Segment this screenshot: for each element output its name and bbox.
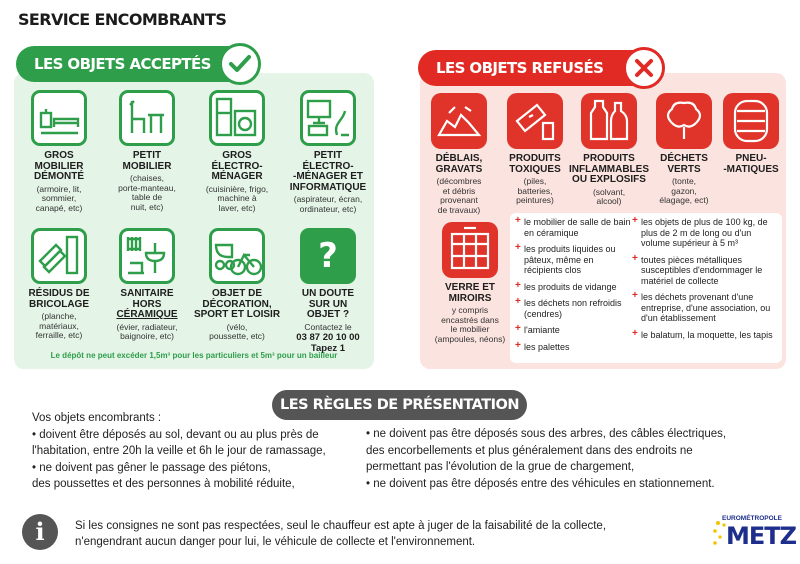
question-icon: ?: [300, 228, 356, 284]
tree-icon: [656, 93, 712, 149]
window-icon: [442, 222, 498, 278]
accepted-item-petit-mobilier: PETIT MOBILIER (chaises, porte-manteau, table de nuit, etc): [106, 90, 188, 212]
bed-icon: [31, 90, 87, 146]
phone-option: Tapez 1: [310, 343, 346, 354]
refused-list-left: [515, 217, 633, 358]
list-item: + toutes pièces métalliques susceptibles d'endommager le matériel de collecte: [632, 255, 782, 287]
refused-heading-text: LES OBJETS REFUSÉS: [436, 59, 604, 77]
refused-item-inflammables: PRODUITS INFLAMMABLES OU EXPLOSIFS (solvant, alcool): [567, 93, 651, 207]
tire-icon: [723, 93, 779, 149]
battery-icon: [507, 93, 563, 149]
list-item: + les produits de vidange: [515, 282, 633, 293]
accepted-heading: [16, 46, 258, 82]
list-item: + les objets de plus de 100 kg, de plus de 2 m de long ou d'un volume supérieur à 5 m³: [632, 217, 782, 249]
appliance-icon: [209, 90, 265, 146]
accepted-item-sanitaire: SANITAIRE HORS CÉRAMIQUE (évier, radiateur, baignoire, etc): [104, 228, 190, 342]
rules-left: Vos objets encombrants : • doivent être déposés au sol, devant ou au plus près de l'habitation, entre 20h la veille et 6h le jour de ramassage, • ne doivent pas gêner le passage des piétons, des poussettes et des personnes à mobilité réduite,: [32, 412, 326, 490]
refused-item-toxiques: PRODUITS TOXIQUES (piles, batteries, peintures): [500, 93, 570, 206]
bottles-icon: [581, 93, 637, 149]
phone-number[interactable]: 03 87 20 10 00: [296, 332, 360, 343]
sink-icon: [119, 228, 175, 284]
rules-heading: LES RÈGLES DE PRÉSENTATION: [272, 390, 527, 420]
accepted-item-bricolage: RÉSIDUS DE BRICOLAGE (planche, matériaux, ferraille, etc): [18, 228, 100, 341]
list-item: + les palettes: [515, 342, 633, 353]
list-item: + le mobilier de salle de bain en céramique: [515, 217, 633, 238]
refused-heading: [418, 50, 662, 86]
planks-icon: [31, 228, 87, 284]
info-icon: i: [22, 514, 58, 550]
chair-table-icon: [119, 90, 175, 146]
accepted-item-petit-electromenager: PETIT ÉLECTRO- -MÉNAGER ET INFORMATIQUE (aspirateur, écran, ordinateur, etc): [284, 90, 372, 214]
page-title: SERVICE ENCOMBRANTS: [18, 10, 227, 29]
accepted-item-gros-electromenager: GROS ÉLECTRO- MÉNAGER (cuisinière, frigo, machine à laver, etc): [192, 90, 282, 213]
accepted-heading-text: LES OBJETS ACCEPTÉS: [34, 55, 211, 73]
cross-icon: [623, 47, 665, 89]
computer-icon: [300, 90, 356, 146]
list-item: + les déchets provenant d'une entreprise, d'une association, ou d'un établissement: [632, 292, 782, 324]
refused-item-deblais: DÉBLAIS, GRAVATS (décombres et débris provenant de travaux): [424, 93, 494, 215]
accepted-item-gros-mobilier: GROS MOBILIER DÉMONTÉ (armoire, lit, sommier, canapé, etc): [18, 90, 100, 213]
list-item: + les produits liquides ou pâteux, même en récipients clos: [515, 244, 633, 276]
volume-limit-note: Le dépôt ne peut excéder 1,5m³ pour les particuliers et 5m³ pour un bailleur: [50, 351, 338, 360]
accepted-item-decoration: OBJET DE DÉCORATION, SPORT ET LOISIR (vélo, poussette, etc): [192, 228, 282, 342]
refused-item-verre: VERRE ET MIROIRS y compris encastrés dans le mobilier (ampoules, néons): [424, 222, 516, 344]
eurometropole-metz-logo: EUROMÉTROPOLE METZ: [712, 515, 790, 555]
accepted-item-doute: ? UN DOUTE SUR UN OBJET ? Contactez le 03 87 20 10 00 Tapez 1: [284, 228, 372, 354]
notice-text: Si les consignes ne sont pas respectées, seul le chauffeur est apte à juger de la faisabilité de la collecte, n'engendrant aucun danger pour lui, le véhicule de collecte et l'environnement.: [75, 520, 607, 548]
refused-item-verts: DÉCHETS VERTS (tonte, gazon, élagage, ect): [650, 93, 718, 206]
rubble-icon: [431, 93, 487, 149]
refused-list-right: [632, 217, 782, 346]
rules-right: • ne doivent pas être déposés sous des arbres, des câbles électriques, des encorbellements et plus généralement dans des endroits ne permettant pas l'évolution de la grue de chargement, • ne doivent pas être déposés entre des véhicules en stationnement.: [366, 428, 727, 490]
list-item: + l'amiante: [515, 325, 633, 336]
list-item: + les déchets non refroidis (cendres): [515, 298, 633, 319]
list-item: + le balatum, la moquette, les tapis: [632, 330, 782, 341]
bike-stroller-icon: [209, 228, 265, 284]
checkmark-icon: [219, 43, 261, 85]
refused-item-pneumatiques: PNEU- -MATIQUES: [718, 93, 784, 175]
